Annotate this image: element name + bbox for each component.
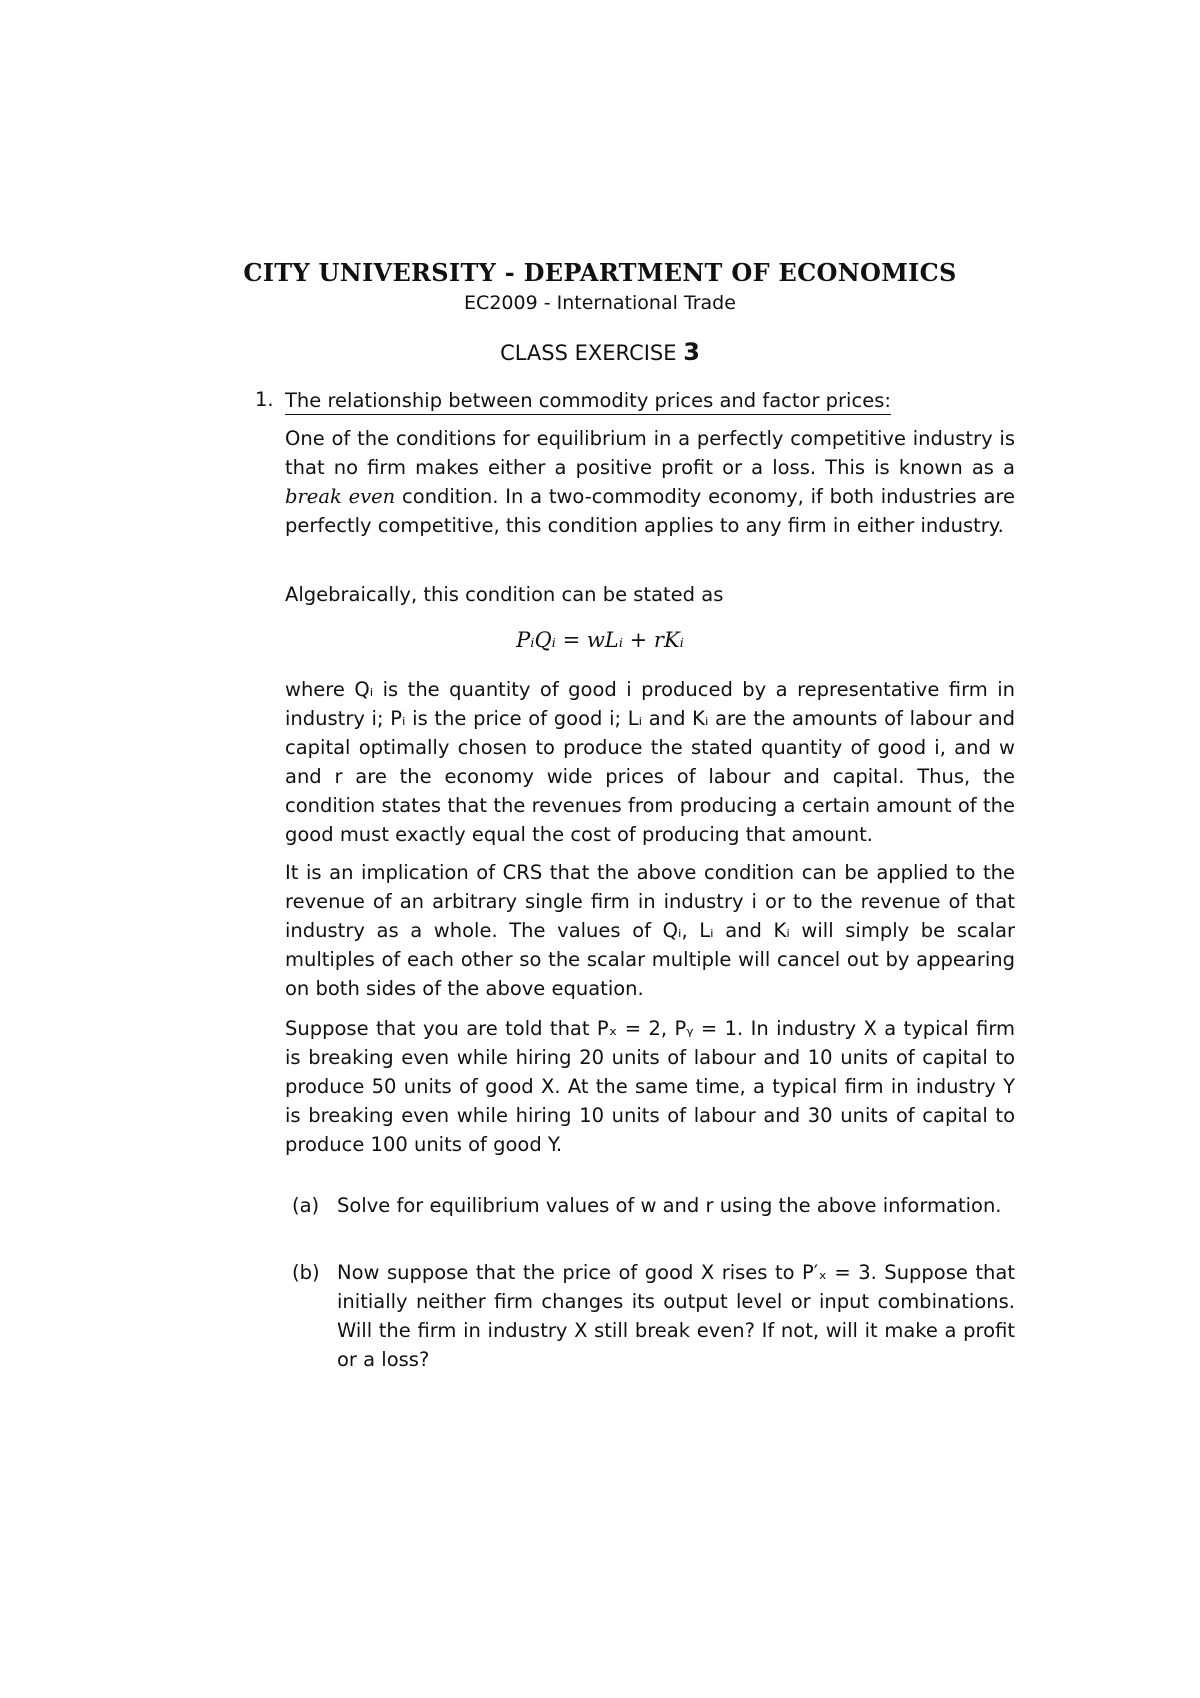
exercise-label: CLASS EXERCISE bbox=[500, 341, 677, 365]
paragraph-crs: It is an implication of CRS that the above condition can be applied to the revenue of an arbitrary single firm in industry i or to the revenue of that industry as a whole. The values of Qᵢ, Lᵢ and Kᵢ will simply be scalar multiples of each other so the scalar multiple will cancel out by appearing on both sides of the above equation. bbox=[285, 861, 1015, 1000]
paragraph-scenario: Suppose that you are told that Pₓ = 2, Pᵧ = 1. In industry X a typical firm is breaking even while hiring 20 units of labour and 10 units of capital to produce 50 units of good X. At the same time, a typical firm in industry Y is breaking even while hiring 10 units of labour and 30 units of capital to produce 100 units of good Y. bbox=[285, 1017, 1015, 1156]
paragraph-algebraic: Algebraically, this condition can be stated as bbox=[285, 583, 724, 606]
paragraph-equilibrium bbox=[285, 424, 1015, 540]
university-heading: CITY UNIVERSITY - DEPARTMENT OF ECONOMICS bbox=[243, 258, 957, 287]
paragraph-1-part-b: condition. In a two-commodity economy, if both industries are perfectly competitive, this condition applies to any firm in either industry. bbox=[285, 485, 1016, 537]
paragraph-1-part-a: One of the conditions for equilibrium in a perfectly competitive industry is that no firm makes either a positive profit or a loss. This is known as a bbox=[285, 427, 1015, 479]
part-b-text: Now suppose that the price of good X rises to P′ₓ = 3. Suppose that initially neither firm changes its output level or input combinations. Will the firm in industry X still break even? If not, will it make a profit or a loss? bbox=[337, 1261, 1015, 1371]
part-a-label: (a) bbox=[292, 1194, 320, 1217]
question-number: 1. bbox=[255, 388, 274, 411]
course-title: EC2009 - International Trade bbox=[464, 292, 736, 314]
break-even-term: break even bbox=[285, 485, 396, 508]
paragraph-definitions: where Qᵢ is the quantity of good i produced by a representative firm in industry i; Pᵢ is the price of good i; Lᵢ and Kᵢ are the amounts of labour and capital optimally chosen to produce the stated quantity of good i, and w and r are the economy wide prices of labour and capital. Thus, the condition states that the revenues from producing a certain amount of the good must exactly equal the cost of producing that amount. bbox=[285, 678, 1015, 846]
exercise-number: 3 bbox=[683, 338, 700, 366]
break-even-equation: PᵢQᵢ = wLᵢ + rKᵢ bbox=[516, 628, 684, 652]
exercise-title bbox=[0, 338, 1200, 366]
part-b-label: (b) bbox=[292, 1261, 320, 1284]
question-title: The relationship between commodity prices and factor prices: bbox=[285, 388, 891, 415]
part-a-text: Solve for equilibrium values of w and r using the above information. bbox=[337, 1194, 1002, 1217]
